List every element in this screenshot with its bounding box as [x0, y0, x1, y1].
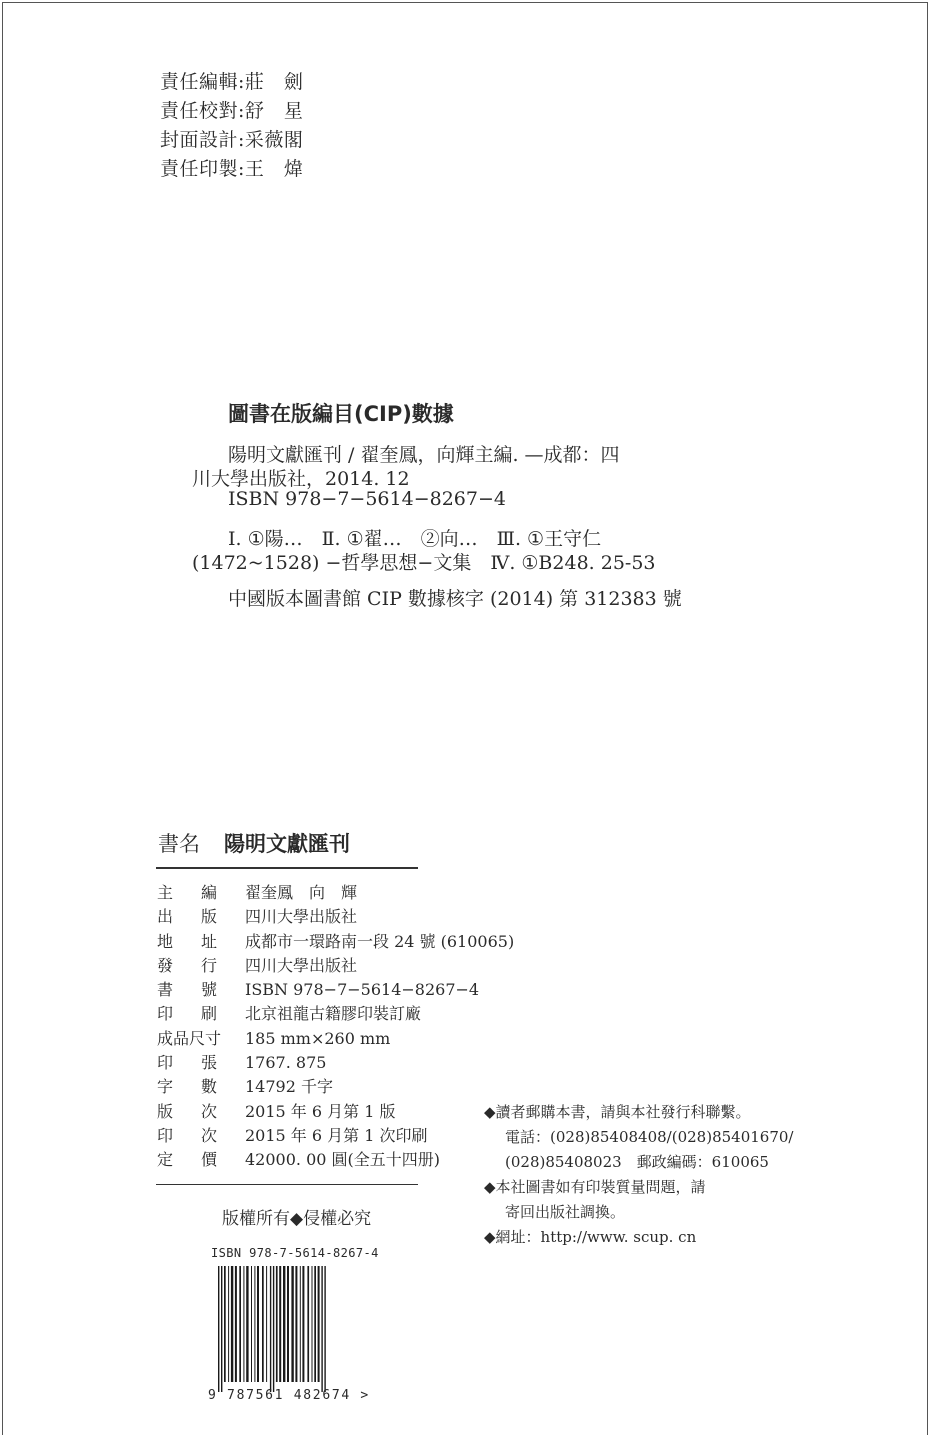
info-label: 成品尺寸 [157, 1028, 222, 1048]
reader-notes [484, 1100, 794, 1250]
credit-label: 責任編輯 [160, 71, 239, 93]
barcode-bar [279, 1266, 281, 1382]
barcode-bar [243, 1266, 244, 1382]
barcode-bar [251, 1266, 252, 1382]
credit-row: 責任印製:王 煒 [160, 158, 304, 180]
info-label: 編 [201, 883, 218, 902]
info-label: 張 [201, 1053, 218, 1073]
book-title: 陽明文獻匯刊 [224, 832, 350, 856]
info-label: 定 [157, 1150, 174, 1170]
info-value: 成都市一環路南一段 24 號 (610065) [245, 931, 515, 951]
info-value: 1767. 875 [245, 1053, 327, 1073]
info-row [157, 1027, 514, 1051]
credit-value: 王 煒 [244, 158, 304, 180]
cip-line: 陽明文獻匯刊 / 翟奎鳳，向輝主編. —成都：四 [228, 444, 620, 466]
book-title-label: 書名 [158, 832, 200, 856]
barcode-bar [276, 1266, 278, 1382]
barcode-bar [321, 1266, 322, 1392]
cip-line: 中國版本圖書館 CIP 數據核字 (2014) 第 312383 號 [228, 588, 682, 610]
info-row [157, 1002, 514, 1026]
info-value: 翟奎鳳 向 輝 [245, 883, 358, 902]
info-label: 印 [157, 1004, 174, 1024]
info-label: 刷 [201, 1004, 218, 1024]
book-info-table [157, 881, 514, 1173]
info-value: 四川大學出版社 [245, 955, 358, 975]
info-label: 主 [157, 883, 174, 902]
barcode-bar [224, 1266, 226, 1382]
note-line: ◆網址：http://www. scup. cn [484, 1228, 697, 1246]
info-value: 14792 千字 [245, 1077, 333, 1097]
barcode-bar [228, 1266, 229, 1382]
info-label: 發 [157, 955, 174, 975]
info-row [157, 1051, 514, 1075]
info-label: 次 [201, 1125, 218, 1145]
page-frame [2, 2, 928, 1435]
barcode-bar [302, 1266, 304, 1382]
barcode-bar [221, 1266, 222, 1392]
note-line: ◆本社圖書如有印裝質量問題，請 [484, 1178, 706, 1196]
cip-title: 圖書在版編目(CIP)數據 [228, 402, 454, 426]
barcode-bars [218, 1266, 390, 1392]
info-bottom-rule [156, 1184, 418, 1185]
barcode-bar [218, 1266, 219, 1392]
barcode-bar [300, 1266, 301, 1382]
info-value: 2015 年 6 月第 1 版 [245, 1101, 396, 1121]
barcode-bar [273, 1266, 274, 1392]
cip-line: 川大學出版社，2014. 12 [192, 468, 410, 490]
credit-row: 責任編輯:莊 劍 [160, 71, 304, 93]
info-label: 次 [201, 1101, 218, 1121]
info-row [157, 1124, 514, 1148]
info-value: ISBN 978−7−5614−8267−4 [245, 980, 480, 1000]
info-row [157, 1075, 514, 1099]
info-row [157, 1100, 514, 1124]
barcode-bar [239, 1266, 241, 1382]
info-label: 地 [157, 931, 174, 951]
info-label: 版 [201, 907, 218, 927]
credit-value: 莊 劍 [244, 71, 304, 93]
info-label: 址 [201, 931, 218, 951]
barcode-bar [324, 1266, 325, 1392]
barcode-bar [235, 1266, 237, 1382]
info-row [157, 954, 514, 978]
info-row [157, 978, 514, 1002]
info-label: 價 [201, 1150, 218, 1170]
credit-label: 封面設計 [160, 129, 239, 151]
barcode-isbn-text: ISBN 978-7-5614-8267-4 [211, 1246, 379, 1260]
info-label: 出 [157, 907, 174, 927]
barcode-bar [266, 1266, 267, 1382]
info-row [157, 905, 514, 929]
info-label: 印 [157, 1125, 174, 1145]
barcode-bar [283, 1266, 285, 1382]
barcode-bar [246, 1266, 248, 1382]
info-value: 2015 年 6 月第 1 次印刷 [245, 1125, 428, 1145]
info-label: 印 [157, 1053, 174, 1073]
credit-row: 封面設計:采薇閣 [160, 129, 304, 151]
note-line: (028)85408023 郵政編碼：610065 [505, 1153, 769, 1171]
barcode-bar [307, 1266, 309, 1382]
cip-line: Ⅰ. ①陽… Ⅱ. ①翟… ②向… Ⅲ. ①王守仁 [228, 528, 602, 550]
info-label: 版 [157, 1101, 174, 1121]
barcode-bar [262, 1266, 264, 1382]
title-rule [156, 867, 418, 869]
credit-row: 責任校對:舒 星 [160, 100, 304, 122]
info-label: 書 [157, 980, 174, 1000]
barcode-bar [231, 1266, 233, 1382]
credit-value: 舒 星 [244, 100, 304, 122]
credit-label: 責任校對 [160, 100, 239, 122]
barcode-bar [257, 1266, 259, 1382]
info-value: 四川大學出版社 [245, 907, 358, 927]
barcode-bar [314, 1266, 316, 1382]
info-label: 號 [201, 980, 218, 1000]
info-row [157, 1148, 514, 1172]
credits-block [160, 68, 303, 184]
barcode-bar [291, 1266, 293, 1382]
info-value: 北京祖龍古籍膠印裝訂廠 [245, 1004, 422, 1024]
note-line: 電話：(028)85408408/(028)85401670/ [505, 1128, 794, 1146]
rights-notice: 版權所有◆侵權必究 [222, 1209, 372, 1229]
barcode-bar [295, 1266, 297, 1382]
info-row [157, 881, 514, 905]
barcode-bar [318, 1266, 320, 1382]
note-line: 寄回出版社調換。 [505, 1203, 626, 1221]
barcode-bar [312, 1266, 313, 1382]
barcode-digits: 9 787561 482674 > [208, 1388, 370, 1403]
barcode-bar [270, 1266, 271, 1392]
note-line: ◆讀者郵購本書，請與本社發行科聯繫。 [484, 1103, 751, 1121]
info-row [157, 930, 514, 954]
credit-label: 責任印製 [160, 158, 239, 180]
info-value: 42000. 00 圓(全五十四册) [245, 1150, 441, 1170]
barcode-bar [254, 1266, 255, 1382]
credit-value: 采薇閣 [244, 129, 304, 151]
info-label: 字 [157, 1077, 174, 1097]
book-title-line [158, 828, 350, 858]
info-label: 數 [201, 1077, 218, 1097]
cip-line: (1472~1528) −哲學思想−文集 Ⅳ. ①B248. 25-53 [192, 552, 656, 574]
info-value: 185 mm×260 mm [245, 1028, 391, 1048]
cip-line: ISBN 978−7−5614−8267−4 [228, 488, 506, 510]
info-label: 行 [201, 955, 218, 975]
barcode-bar [287, 1266, 289, 1382]
